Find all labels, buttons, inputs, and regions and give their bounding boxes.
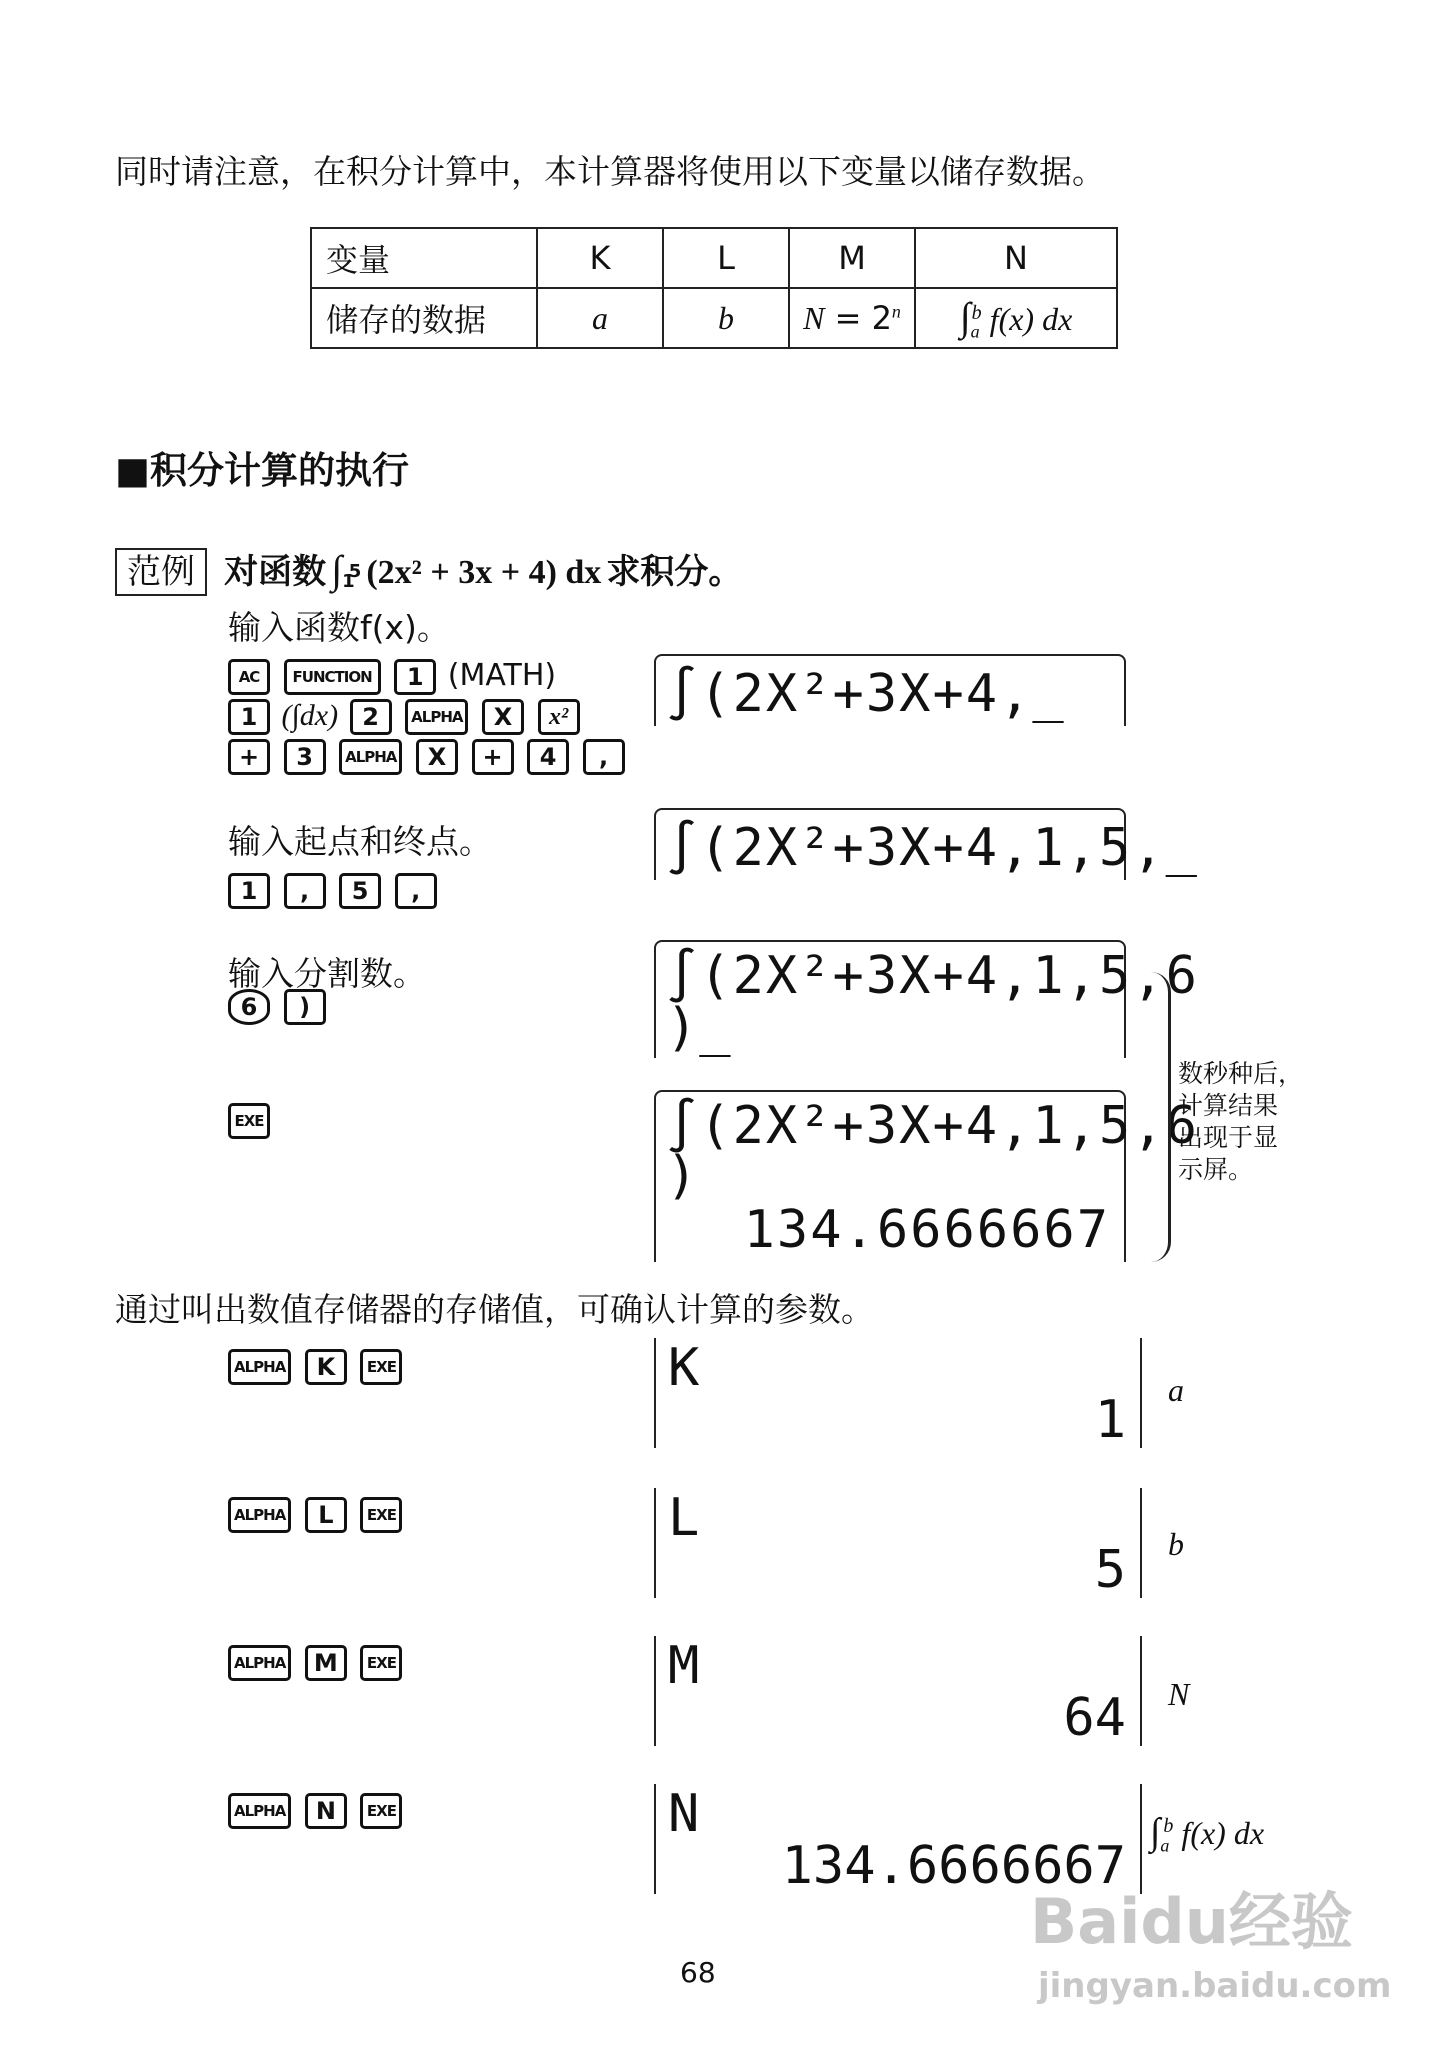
exe-key[interactable]: EXE <box>360 1497 402 1533</box>
table-header-cell: K <box>537 228 663 288</box>
key-1[interactable]: 1 <box>228 699 270 735</box>
table-row <box>311 288 1117 348</box>
table-cell-k: a <box>537 288 663 348</box>
plus-key[interactable]: + <box>228 739 270 775</box>
m-eq: = 2 <box>824 299 892 337</box>
key-4[interactable]: 4 <box>527 739 569 775</box>
example-text-pre: 对函数 <box>224 552 327 592</box>
screen-line: ) <box>666 1146 700 1206</box>
alpha-key[interactable]: ALPHA <box>228 1793 291 1829</box>
exe-key[interactable]: EXE <box>360 1793 402 1829</box>
exe-key[interactable]: EXE <box>360 1645 402 1681</box>
exe-key[interactable]: EXE <box>360 1349 402 1385</box>
recall-value: 64 <box>1063 1688 1126 1748</box>
screen-1 <box>654 654 1126 726</box>
exe-key[interactable]: EXE <box>228 1103 270 1139</box>
recall-keys-m <box>226 1642 404 1682</box>
plus-key[interactable]: + <box>472 739 514 775</box>
table-cell-m <box>789 288 915 348</box>
table-cell-n <box>915 288 1117 348</box>
n-upper: b <box>971 301 982 324</box>
rparen-key[interactable]: ) <box>284 989 326 1025</box>
key-1[interactable]: 1 <box>228 873 270 909</box>
m-key[interactable]: M <box>305 1645 347 1681</box>
screen-line: ∫(2X²+3X+4,1,5,6 <box>666 946 1199 1006</box>
l-key[interactable]: L <box>305 1497 347 1533</box>
table-header-cell: L <box>663 228 789 288</box>
recall-label-lower: a <box>1160 1835 1170 1856</box>
function-key[interactable]: FUNCTION <box>284 659 381 695</box>
table-cell-l: b <box>663 288 789 348</box>
recall-var: M <box>668 1636 700 1696</box>
recall-label: a <box>1168 1372 1184 1408</box>
example-lower: 1 <box>342 571 355 593</box>
note-line: 示屏。 <box>1178 1155 1254 1184</box>
recall-keys-k <box>226 1346 404 1386</box>
alpha-key[interactable]: ALPHA <box>228 1349 291 1385</box>
recall-label-body: f(x) dx <box>1181 1815 1265 1851</box>
k-key[interactable]: K <box>305 1349 347 1385</box>
recall-label-upper: b <box>1163 1815 1174 1838</box>
alpha-key[interactable]: ALPHA <box>339 739 402 775</box>
screen-line: ∫(2X²+3X+4,_ <box>666 664 1066 724</box>
note-line: 计算结果 <box>1178 1091 1279 1120</box>
brace-note <box>1178 1058 1303 1186</box>
recall-screen-l <box>654 1488 1140 1598</box>
brace <box>1146 972 1171 1262</box>
x-squared-key[interactable]: x² <box>538 699 580 735</box>
page-number: 68 <box>680 1956 716 1989</box>
step-input-divisions: 输入分割数。 <box>228 954 426 993</box>
example-text-post: 求积分。 <box>606 552 743 592</box>
recall-screen-k <box>654 1338 1140 1448</box>
recall-label: N <box>1168 1676 1190 1712</box>
comma-key[interactable]: , <box>284 873 326 909</box>
n-key[interactable]: N <box>305 1793 347 1829</box>
key-2[interactable]: 2 <box>350 699 392 735</box>
divider <box>1140 1488 1142 1598</box>
alpha-key[interactable]: ALPHA <box>228 1645 291 1681</box>
screen-line: ∫(2X²+3X+4,1,5,_ <box>666 818 1199 878</box>
recall-var: L <box>668 1488 700 1548</box>
n-body: f(x) dx <box>989 301 1073 338</box>
recall-keys-n <box>226 1790 404 1830</box>
key-6[interactable]: 6 <box>228 989 270 1025</box>
section-title: ■积分计算的执行 <box>115 449 409 492</box>
recall-keys-l <box>226 1494 404 1534</box>
table-header-cell: 变量 <box>311 228 537 288</box>
key-sequence-2 <box>226 870 439 910</box>
recall-var: K <box>668 1338 700 1398</box>
math-label: (MATH) <box>447 658 557 693</box>
example-label: 范例 <box>115 548 207 596</box>
table-row-label: 储存的数据 <box>311 288 537 348</box>
screen-3 <box>654 940 1199 1058</box>
variables-table <box>310 227 1118 349</box>
alpha-key[interactable]: ALPHA <box>228 1497 291 1533</box>
recall-value: 5 <box>1094 1540 1126 1600</box>
step-input-function: 输入函数f(x)。 <box>228 608 450 647</box>
n-lower: a <box>970 321 980 342</box>
integral-icon: ∫ <box>959 294 971 340</box>
m-lhs: N <box>803 300 825 336</box>
recall-intro: 通过叫出数值存储器的存储值，可确认计算的参数。 <box>115 1290 874 1329</box>
screen-4 <box>654 1090 1199 1262</box>
table-header-cell: M <box>789 228 915 288</box>
screen-line: )_ <box>666 998 733 1058</box>
key-3[interactable]: 3 <box>284 739 326 775</box>
screen-result: 134.6666667 <box>743 1200 1110 1260</box>
note-line: 数秒种后， <box>1178 1059 1304 1088</box>
comma-key[interactable]: , <box>583 739 625 775</box>
recall-label <box>1150 1810 1264 1856</box>
watermark-logo: Baidu经验 <box>1030 1885 1353 1958</box>
screen-line: ∫(2X²+3X+4,1,5,6 <box>666 1096 1199 1156</box>
key-sequence-1 <box>226 656 627 776</box>
integral-icon: ∫ <box>331 547 343 592</box>
integral-icon: ∫ <box>1150 1811 1161 1853</box>
table-header-row <box>311 228 1117 288</box>
recall-screen-m <box>654 1636 1140 1746</box>
key-sequence-4 <box>226 1100 272 1140</box>
table-header-cell: N <box>915 228 1117 288</box>
x-key[interactable]: X <box>482 699 524 735</box>
example-integrand: (2x² + 3x + 4) dx <box>366 554 602 591</box>
ac-key[interactable]: AC <box>228 659 270 695</box>
recall-label: b <box>1168 1526 1184 1562</box>
divider <box>1140 1338 1142 1448</box>
comma-key[interactable]: , <box>395 873 437 909</box>
key-1[interactable]: 1 <box>394 659 436 695</box>
recall-var: N <box>668 1784 700 1844</box>
screen-2 <box>654 808 1199 880</box>
recall-value: 1 <box>1094 1390 1126 1450</box>
example-upper: 5 <box>348 560 362 582</box>
key-sequence-3 <box>226 986 328 1026</box>
note-line: 出现于显 <box>1178 1123 1279 1152</box>
recall-value: 134.6666667 <box>781 1836 1126 1896</box>
intro-text: 同时请注意，在积分计算中，本计算器将使用以下变量以储存数据。 <box>115 152 1105 191</box>
example-line <box>115 544 742 593</box>
m-exp: n <box>891 301 901 322</box>
alpha-key[interactable]: ALPHA <box>405 699 468 735</box>
key-5[interactable]: 5 <box>339 873 381 909</box>
watermark-url: jingyan.baidu.com <box>1038 1966 1392 2006</box>
fdx-label: (∫dx) <box>281 699 339 732</box>
step-input-bounds: 输入起点和终点。 <box>228 822 492 861</box>
x-key[interactable]: X <box>416 739 458 775</box>
divider <box>1140 1636 1142 1746</box>
